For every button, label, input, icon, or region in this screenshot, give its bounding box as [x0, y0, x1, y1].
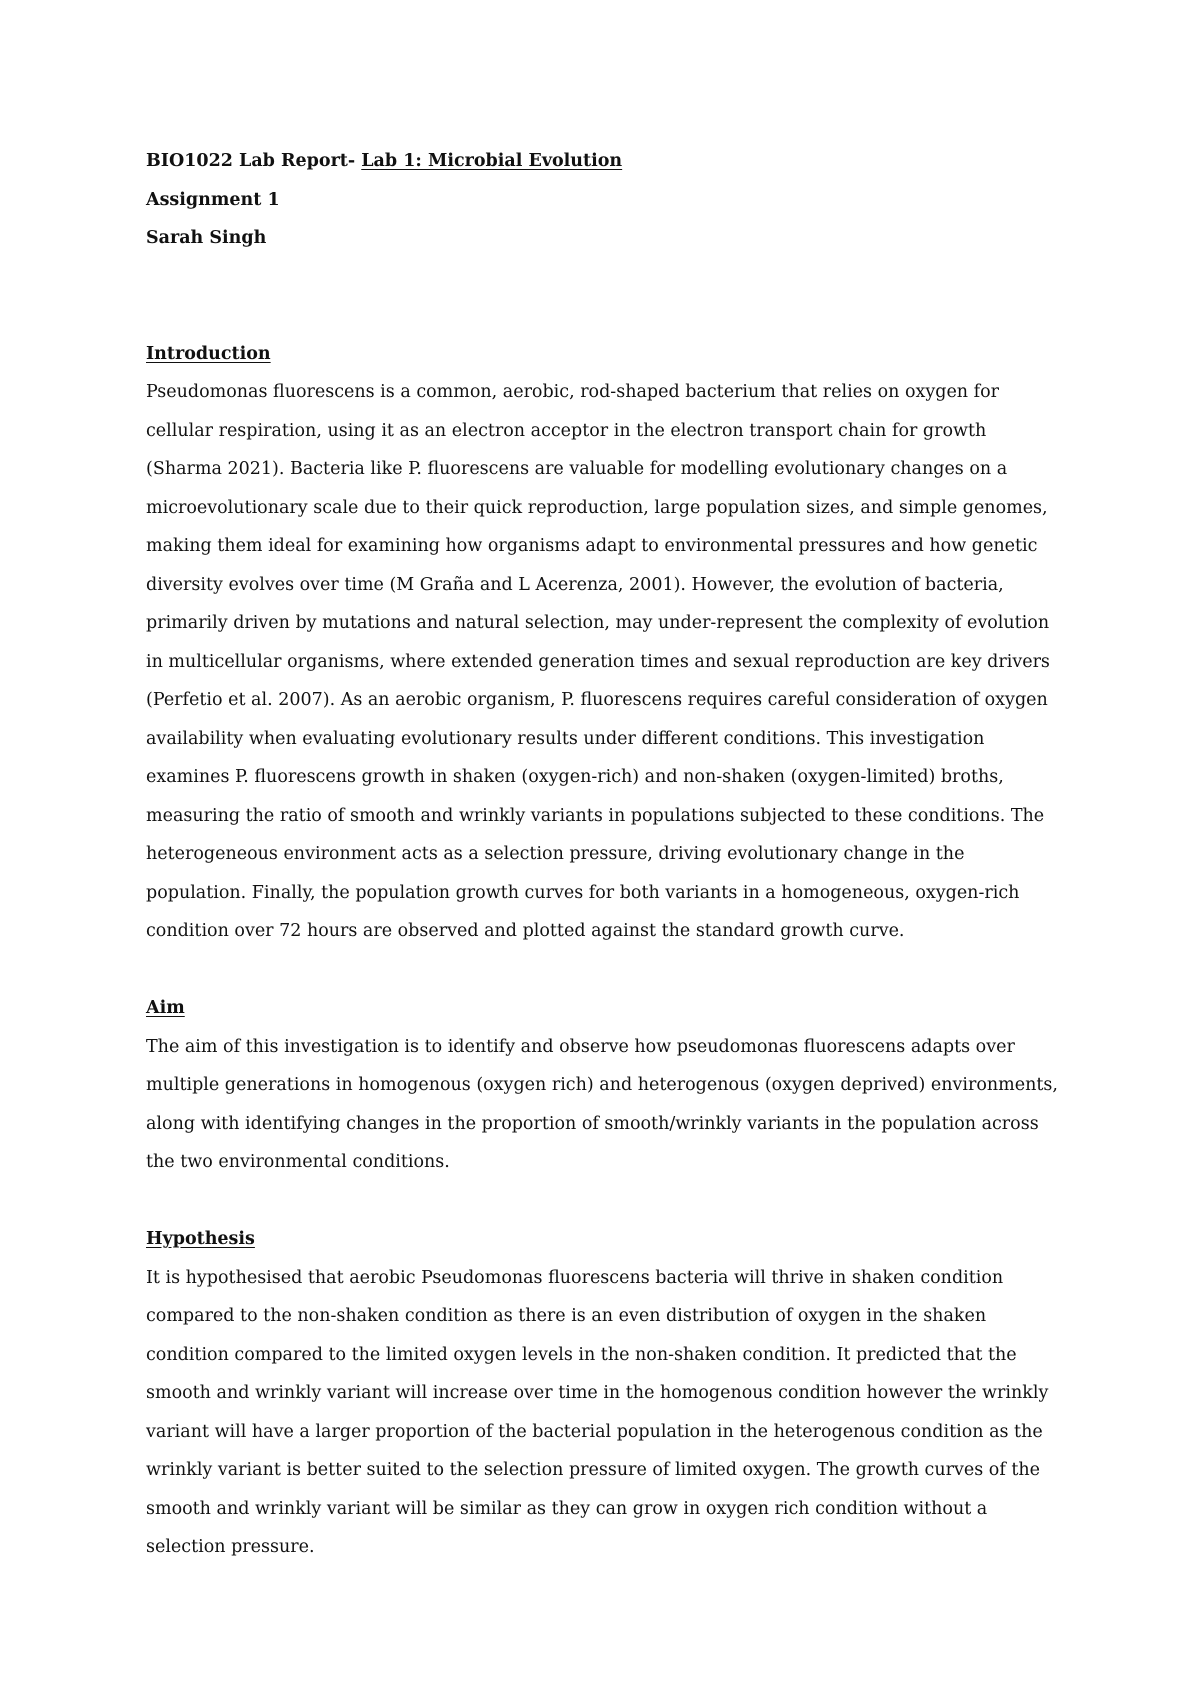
- report-title-prefix: BIO1022 Lab Report-: [146, 151, 362, 171]
- section-spacer: [146, 1182, 1066, 1221]
- hypothesis-heading: Hypothesis: [146, 1229, 255, 1249]
- introduction-body: Pseudomonas fluorescens is a common, aerobic, rod-shaped bacterium that relies on oxygen for cellular respiration, using it as an electron acceptor in the electron transport chain for growth (Sharma 2021). Bacteria like P. fluorescens are valuable for modelling evolutionary changes on a microevolutionary scale due to their quick reproduction, large population sizes, and simple genomes, making them ideal for examining how organisms adapt to environmental pressures and how genetic diversity evolves over time (M Graña and L Acerenza, 2001). However, the evolution of bacteria, primarily driven by mutations and natural selection, may under-represent the complexity of evolution in multicellular organisms, where extended generation times and sexual reproduction are key drivers (Perfetio et al. 2007). As an aerobic organism, P. fluorescens requires careful consideration of oxygen availability when evaluating evolutionary results under different conditions. This investigation examines P. fluorescens growth in shaken (oxygen-rich) and non-shaken (oxygen-limited) broths, measuring the ratio of smooth and wrinkly variants in populations subjected to these conditions. The heterogeneous environment acts as a selection pressure, driving evolutionary change in the population. Finally, the population growth curves for both variants in a homogeneous, oxygen-rich condition over 72 hours are observed and plotted against the standard growth curve.: [146, 382, 1050, 941]
- report-title: [146, 142, 1066, 181]
- hypothesis-body: It is hypothesised that aerobic Pseudomonas fluorescens bacteria will thrive in shaken condition compared to the non-shaken condition as there is an even distribution of oxygen in the shaken condition compared to the limited oxygen levels in the non-shaken condition. It predicted that the smooth and wrinkly variant will increase over time in the homogenous condition however the wrinkly variant will have a larger proportion of the bacterial population in the heterogenous condition as the wrinkly variant is better suited to the selection pressure of limited oxygen. The growth curves of the smooth and wrinkly variant will be similar as they can grow in oxygen rich condition without a selection pressure.: [146, 1267, 1049, 1557]
- introduction-heading: Introduction: [146, 343, 271, 364]
- header-spacer: [146, 258, 1066, 335]
- aim-body: The aim of this investigation is to identify and observe how pseudomonas fluorescens adapts over multiple generations in homogenous (oxygen rich) and heterogenous (oxygen deprived) environments, along with identifying changes in the proportion of smooth/wrinkly variants in the population across the two environmental conditions.: [146, 1036, 1058, 1172]
- document-content: [146, 142, 1066, 1567]
- author-name: Sarah Singh: [146, 228, 267, 248]
- assignment-label: Assignment 1: [146, 189, 280, 210]
- aim-heading: Aim: [146, 998, 185, 1018]
- section-spacer: [146, 951, 1066, 990]
- report-title-lab: Lab 1: Microbial Evolution: [361, 151, 623, 171]
